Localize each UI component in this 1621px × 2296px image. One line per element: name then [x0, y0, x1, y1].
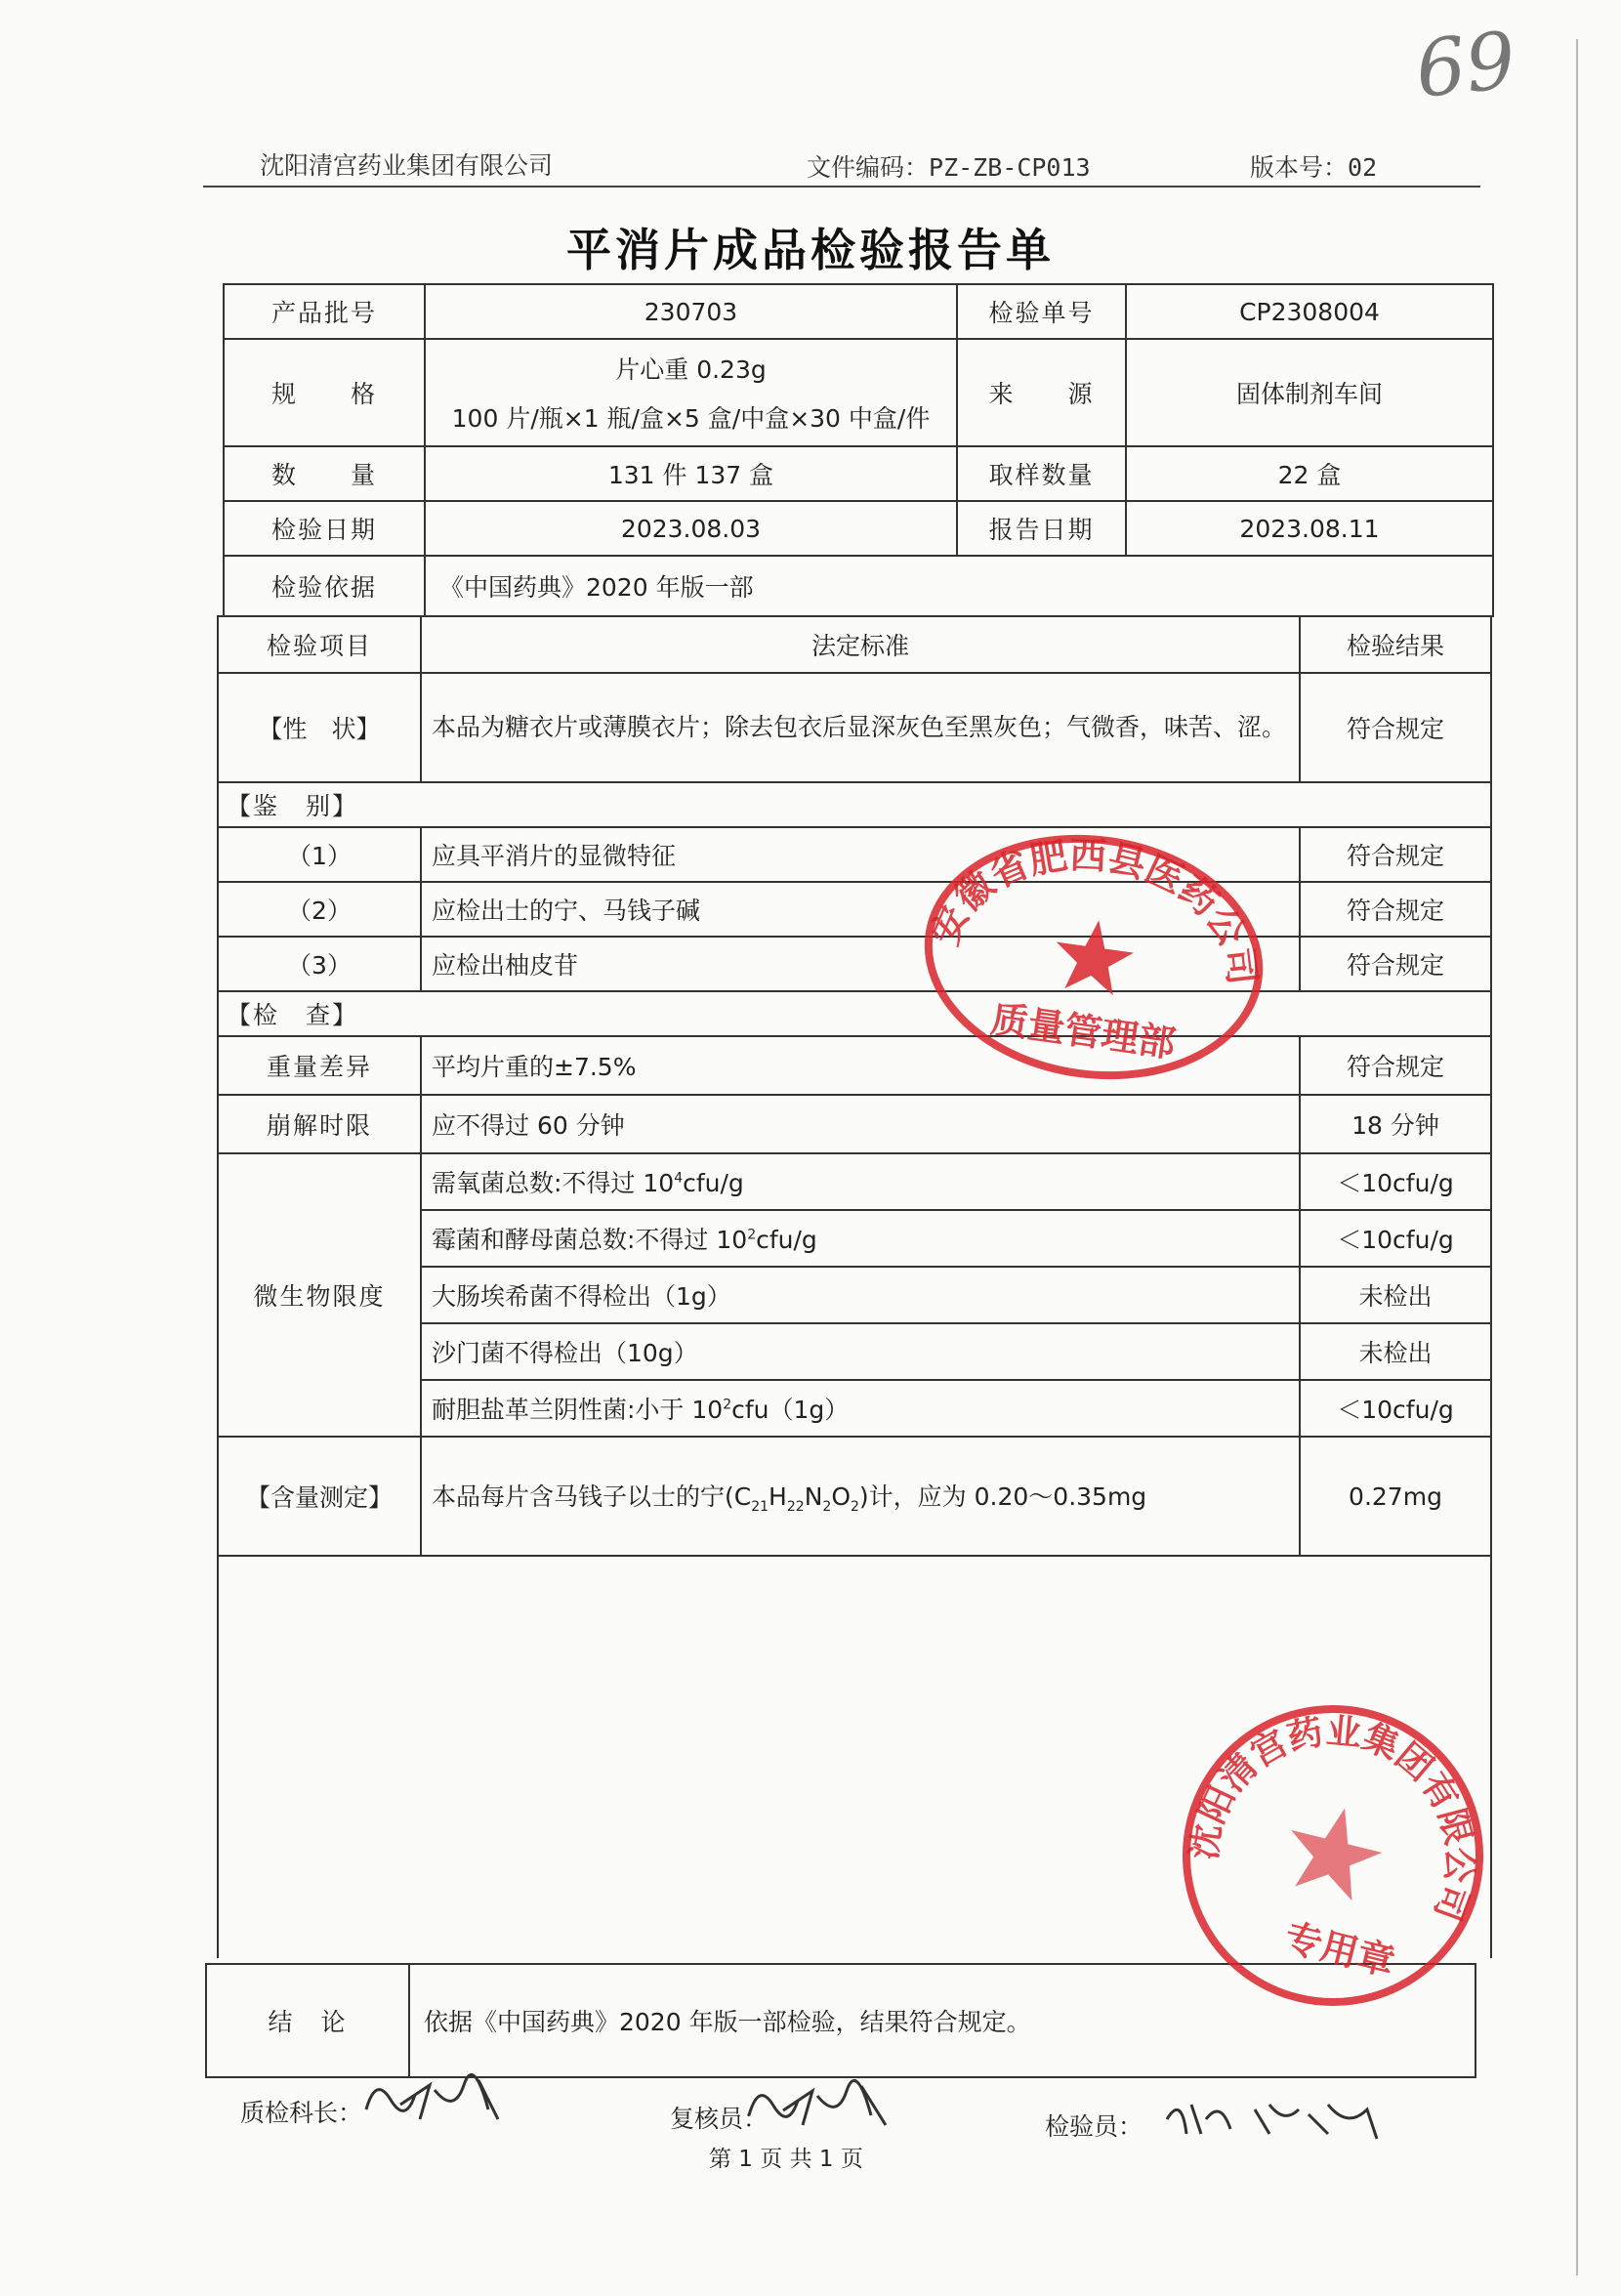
- micro-standard: 需氧菌总数:不得过 $10^4cfu/g$: [421, 1153, 1300, 1210]
- chief-signature: [361, 2070, 508, 2129]
- ident-no: （1）: [218, 827, 421, 882]
- ident-result: 符合规定: [1300, 827, 1491, 882]
- page-title: 平消片成品检验报告单: [566, 224, 1055, 276]
- test-date-label: 检验日期: [224, 501, 425, 556]
- disint-result: 18 分钟: [1300, 1095, 1491, 1153]
- disint-standard: 应不得过 60 分钟: [421, 1095, 1300, 1153]
- table-row: [218, 1153, 1491, 1210]
- micro-standard: 沙门菌不得检出（10g）: [421, 1323, 1300, 1380]
- inspector-label: 检验员：: [1045, 2112, 1143, 2141]
- character-label: 【性 状】: [218, 673, 421, 782]
- report-no-label: 检验单号: [957, 284, 1126, 339]
- col-item-header: 检验项目: [218, 616, 421, 673]
- source-label: 来 源: [957, 339, 1126, 446]
- spec-line-2: 100 片/瓶×1 瓶/盒×5 盒/中盒×30 中盒/件: [451, 404, 931, 433]
- results-table: [217, 615, 1492, 1958]
- ident-result: 符合规定: [1300, 937, 1491, 991]
- table-row: [218, 882, 1491, 937]
- micro-standard: 霉菌和酵母菌总数:不得过 $10^2cfu/g$: [421, 1210, 1300, 1267]
- sample-label: 取样数量: [957, 446, 1126, 501]
- batch-value: 230703: [425, 284, 957, 339]
- character-standard: 本品为糖衣片或薄膜衣片；除去包衣后显深灰色至黑灰色；气微香，味苦、涩。: [421, 673, 1300, 782]
- doc-code-value: PZ-ZB-CP013: [929, 153, 1091, 182]
- table-row: [218, 937, 1491, 991]
- version-value: 02: [1348, 153, 1378, 182]
- table-row: [218, 827, 1491, 882]
- micro-result: ＜10cfu/g: [1300, 1153, 1491, 1210]
- report-date-value: 2023.08.11: [1126, 501, 1493, 556]
- reviewer-label: 复核员：: [670, 2105, 769, 2133]
- conclusion-text: 依据《中国药典》2020 年版一部检验，结果符合规定。: [409, 1964, 1476, 2077]
- character-result: 符合规定: [1300, 673, 1491, 782]
- ident-standard: 应具平消片的显微特征: [421, 827, 1300, 882]
- svg-text:沈阳清宫药业集团有限公司: 沈阳清宫药业集团有限公司: [1185, 1711, 1479, 1927]
- micro-result: ＜10cfu/g: [1300, 1210, 1491, 1267]
- svg-text:质量管理部: 质量管理部: [988, 997, 1179, 1066]
- ident-no: （3）: [218, 937, 421, 991]
- weight-standard: 平均片重的±7.5%: [421, 1036, 1300, 1095]
- chief-label: 质检科长：: [240, 2099, 363, 2127]
- micro-standard: 耐胆盐革兰阴性菌:小于 $10^2cfu(1g)$: [421, 1380, 1300, 1437]
- version: [1250, 148, 1377, 184]
- svg-text:安徽省肥西县医药公司: 安徽省肥西县医药公司: [923, 833, 1265, 987]
- assay-label: 【含量测定】: [218, 1437, 421, 1556]
- assay-standard: 本品每片含马钱子以士的宁$(C_{21}H_{22}N_2O_2)$计，应为 0.20～0.35mg: [421, 1437, 1300, 1556]
- inspector-signature: [1162, 2090, 1387, 2149]
- basis-label: 检验依据: [224, 556, 425, 616]
- ident-no: （2）: [218, 882, 421, 937]
- weight-item: 重量差异: [218, 1036, 421, 1095]
- page-edge-line: [1576, 39, 1578, 2275]
- company-name: 沈阳清宫药业集团有限公司: [260, 151, 554, 180]
- micro-label: 微生物限度: [218, 1153, 421, 1437]
- micro-result: 未检出: [1300, 1267, 1491, 1323]
- col-result-header: 检验结果: [1300, 616, 1491, 673]
- ident-standard: 应检出柚皮苷: [421, 937, 1300, 991]
- report-date-label: 报告日期: [957, 501, 1126, 556]
- basis-value: 《中国药典》2020 年版一部: [425, 556, 1493, 616]
- conclusion-label: 结 论: [206, 1964, 409, 2077]
- spec-line-1: 片心重 0.23g: [615, 355, 767, 384]
- qty-label: 数 量: [224, 446, 425, 501]
- info-table: [223, 283, 1494, 617]
- test-date-value: 2023.08.03: [425, 501, 957, 556]
- qty-value: 131 件 137 盒: [425, 446, 957, 501]
- inspection-label: 【检 查】: [218, 991, 1491, 1036]
- ident-result: 符合规定: [1300, 882, 1491, 937]
- weight-result: 符合规定: [1300, 1036, 1491, 1095]
- ident-standard: 应检出士的宁、马钱子碱: [421, 882, 1300, 937]
- report-no-value: CP2308004: [1126, 284, 1493, 339]
- blank-area: [218, 1556, 1491, 1958]
- page-number-handwritten: 69: [1411, 14, 1520, 116]
- doc-code: [807, 148, 1091, 184]
- spec-label: 规 格: [224, 339, 425, 446]
- spec-value: [425, 339, 957, 446]
- assay-result: 0.27mg: [1300, 1437, 1491, 1556]
- header-rule: [203, 186, 1480, 188]
- disint-item: 崩解时限: [218, 1095, 421, 1153]
- micro-standard: 大肠埃希菌不得检出（1g）: [421, 1267, 1300, 1323]
- reviewer-signature: [744, 2076, 900, 2135]
- doc-code-label: 文件编码：: [807, 153, 930, 182]
- version-label: 版本号：: [1250, 153, 1349, 182]
- micro-result: ＜10cfu/g: [1300, 1380, 1491, 1437]
- page-footer: 第 1 页 共 1 页: [709, 2147, 863, 2172]
- identification-label: 【鉴 别】: [218, 782, 1491, 827]
- sample-value: 22 盒: [1126, 446, 1493, 501]
- batch-label: 产品批号: [224, 284, 425, 339]
- svg-text:专用章: 专用章: [1280, 1915, 1399, 1984]
- conclusion-table: [205, 1963, 1476, 2078]
- micro-result: 未检出: [1300, 1323, 1491, 1380]
- source-value: 固体制剂车间: [1126, 339, 1493, 446]
- col-standard-header: 法定标准: [421, 616, 1300, 673]
